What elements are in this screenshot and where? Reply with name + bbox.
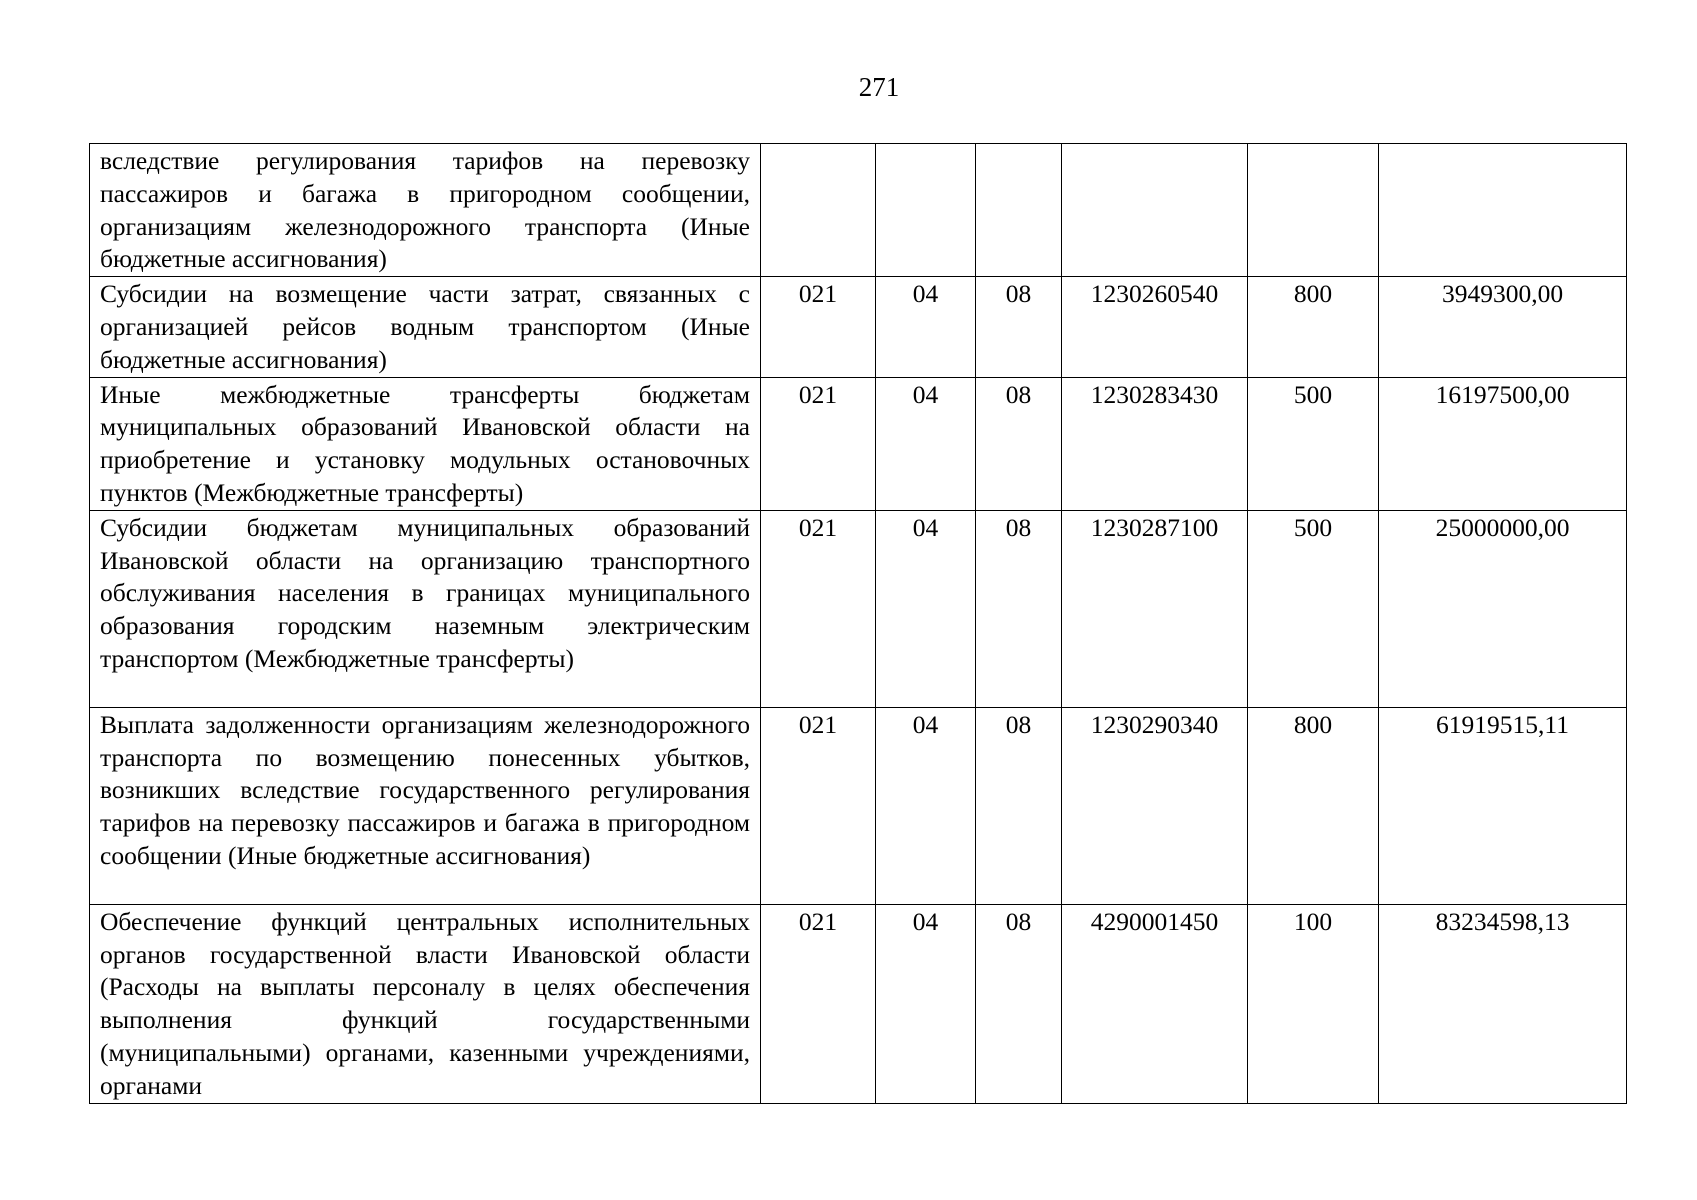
section-code: 04	[876, 904, 976, 1103]
expense-type-code: 800	[1248, 707, 1379, 904]
table-row	[90, 144, 1627, 277]
subsection-code: 08	[976, 377, 1062, 510]
row-description: Иные межбюджетные трансферты бюджетам муниципальных образований Ивановской области на приобретение и установку модульных остановочных пунктов (Межбюджетные трансферты)	[90, 377, 761, 510]
subsection-code	[976, 144, 1062, 277]
subsection-code: 08	[976, 277, 1062, 377]
row-description: Обеспечение функций центральных исполнительных органов государственной власти Ивановской области (Расходы на выплаты персоналу в целях обеспечения выполнения функций государственными (муниципальными) органами, казенными учреждениями, органами	[90, 904, 761, 1103]
expense-type-code	[1248, 144, 1379, 277]
expense-type-code: 800	[1248, 277, 1379, 377]
target-article-code: 1230260540	[1062, 277, 1248, 377]
ministry-code: 021	[761, 277, 876, 377]
ministry-code	[761, 144, 876, 277]
ministry-code: 021	[761, 904, 876, 1103]
amount: 3949300,00	[1379, 277, 1627, 377]
subsection-code: 08	[976, 510, 1062, 707]
target-article-code: 1230290340	[1062, 707, 1248, 904]
section-code	[876, 144, 976, 277]
page-number: 271	[858, 72, 900, 102]
ministry-code: 021	[761, 377, 876, 510]
subsection-code: 08	[976, 904, 1062, 1103]
target-article-code	[1062, 144, 1248, 277]
section-code: 04	[876, 510, 976, 707]
amount: 83234598,13	[1379, 904, 1627, 1103]
amount: 25000000,00	[1379, 510, 1627, 707]
table-row	[90, 707, 1627, 904]
target-article-code: 4290001450	[1062, 904, 1248, 1103]
section-code: 04	[876, 277, 976, 377]
target-article-code: 1230287100	[1062, 510, 1248, 707]
table-row	[90, 510, 1627, 707]
amount: 16197500,00	[1379, 377, 1627, 510]
ministry-code: 021	[761, 707, 876, 904]
table-row	[90, 904, 1627, 1103]
budget-table	[89, 143, 1627, 1104]
ministry-code: 021	[761, 510, 876, 707]
expense-type-code: 100	[1248, 904, 1379, 1103]
table-row	[90, 377, 1627, 510]
row-description: Выплата задолженности организациям железнодорожного транспорта по возмещению понесенных убытков, возникших вследствие государственного регулирования тарифов на перевозку пассажиров и багажа в пригородном сообщении (Иные бюджетные ассигнования)	[90, 707, 761, 904]
row-description: Субсидии на возмещение части затрат, связанных с организацией рейсов водным транспортом (Иные бюджетные ассигнования)	[90, 277, 761, 377]
amount	[1379, 144, 1627, 277]
expense-type-code: 500	[1248, 510, 1379, 707]
amount: 61919515,11	[1379, 707, 1627, 904]
subsection-code: 08	[976, 707, 1062, 904]
expense-type-code: 500	[1248, 377, 1379, 510]
section-code: 04	[876, 707, 976, 904]
row-description: Субсидии бюджетам муниципальных образований Ивановской области на организацию транспортного обслуживания населения в границах муниципального образования городским наземным электрическим транспортом (Межбюджетные трансферты)	[90, 510, 761, 707]
target-article-code: 1230283430	[1062, 377, 1248, 510]
row-description: вследствие регулирования тарифов на перевозку пассажиров и багажа в пригородном сообщении, организациям железнодорожного транспорта (Иные бюджетные ассигнования)	[90, 144, 761, 277]
section-code: 04	[876, 377, 976, 510]
table-row	[90, 277, 1627, 377]
